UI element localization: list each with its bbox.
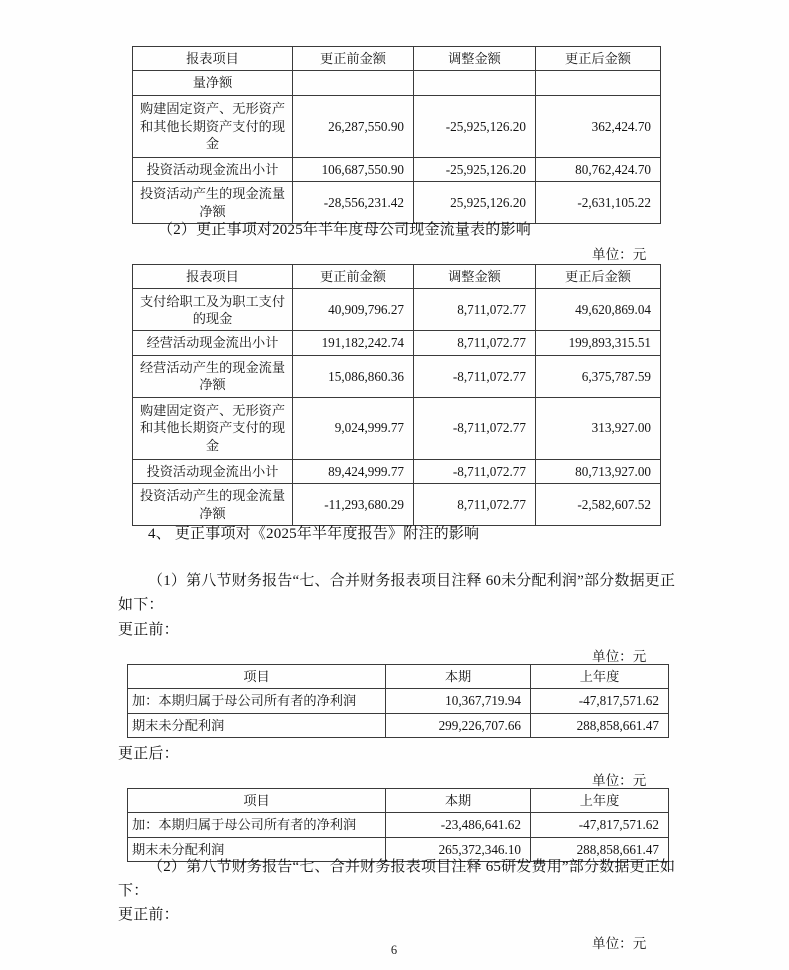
unit-label-table4: 单位：元 [592,773,647,788]
cell-adjust: -25,925,126.20 [414,95,536,157]
cell-before: -11,293,680.29 [293,484,414,526]
table-retained-earnings-before [127,664,669,738]
unit-label-table3: 单位：元 [592,649,647,664]
cell-before: 191,182,242.74 [293,331,414,355]
cell-before: 89,424,999.77 [293,459,414,483]
section-heading-4: 4、 更正事项对《2025年半年度报告》附注的影响 [148,526,480,542]
cell-after: 80,713,927.00 [536,459,661,483]
table-row [133,71,661,95]
cell-after: -2,631,105.22 [536,182,661,224]
label-after-correction-1: 更正后： [118,746,179,762]
cell-before: -28,556,231.42 [293,182,414,224]
table-row [133,157,661,181]
column-header-current: 本期 [386,665,531,689]
cell-after [536,71,661,95]
column-header-item: 项目 [128,665,386,689]
cell-after: 313,927.00 [536,397,661,459]
table-header-row [133,265,661,289]
cell-before [293,71,414,95]
table-retained-earnings-after [127,788,669,862]
cell-current: -23,486,641.62 [386,813,531,837]
cell-adjust: 8,711,072.77 [414,289,536,331]
cell-item: 期末未分配利润 [128,713,386,737]
table-row [133,397,661,459]
cell-before: 40,909,796.27 [293,289,414,331]
cell-prior: 288,858,661.47 [531,837,669,861]
table-row [128,713,669,737]
table-row [128,689,669,713]
cell-item: 支付给职工及为职工支付的现金 [133,289,293,331]
table-header-row [133,47,661,71]
cell-item: 经营活动现金流出小计 [133,331,293,355]
cell-before: 9,024,999.77 [293,397,414,459]
cell-after: 199,893,315.51 [536,331,661,355]
cell-after: 6,375,787.59 [536,355,661,397]
section-heading-2: （2）更正事项对2025年半年度母公司现金流量表的影响 [158,222,531,238]
cell-after: -2,582,607.52 [536,484,661,526]
cell-after: 362,424.70 [536,95,661,157]
cell-current: 265,372,346.10 [386,837,531,861]
column-header-adjust: 调整金额 [414,47,536,71]
table-parent-cashflow [132,264,661,526]
section-paragraph-4-2: （2）第八节财务报告“七、合并财务报表项目注释 65研发费用”部分数据更正如下： [118,859,676,900]
table-consolidated-cashflow-cont [132,46,661,224]
cell-item: 量净额 [133,71,293,95]
cell-adjust: -25,925,126.20 [414,157,536,181]
table-row [133,95,661,157]
cell-prior: -47,817,571.62 [531,689,669,713]
column-header-item: 报表项目 [133,265,293,289]
cell-current: 299,226,707.66 [386,713,531,737]
cell-current: 10,367,719.94 [386,689,531,713]
cell-adjust: 8,711,072.77 [414,484,536,526]
cell-item: 购建固定资产、无形资产和其他长期资产支付的现金 [133,95,293,157]
cell-before: 106,687,550.90 [293,157,414,181]
cell-adjust: -8,711,072.77 [414,397,536,459]
cell-item: 投资活动现金流出小计 [133,157,293,181]
cell-adjust: -8,711,072.77 [414,459,536,483]
table-header-row [128,789,669,813]
section-paragraph-4-1: （1）第八节财务报告“七、合并财务报表项目注释 60未分配利润”部分数据更正如下： [118,573,676,614]
cell-before: 26,287,550.90 [293,95,414,157]
cell-adjust: -8,711,072.77 [414,355,536,397]
table-row [133,289,661,331]
cell-item: 购建固定资产、无形资产和其他长期资产支付的现金 [133,397,293,459]
cell-item: 加：本期归属于母公司所有者的净利润 [128,689,386,713]
unit-label-table2: 单位：元 [592,247,647,262]
cell-item: 投资活动产生的现金流量净额 [133,484,293,526]
column-header-before: 更正前金额 [293,47,414,71]
table-header-row [128,665,669,689]
table-row [133,484,661,526]
cell-item: 经营活动产生的现金流量净额 [133,355,293,397]
cell-prior: 288,858,661.47 [531,713,669,737]
column-header-item: 报表项目 [133,47,293,71]
column-header-before: 更正前金额 [293,265,414,289]
cell-adjust: 8,711,072.77 [414,331,536,355]
cell-adjust [414,71,536,95]
cell-item: 期末未分配利润 [128,837,386,861]
cell-after: 49,620,869.04 [536,289,661,331]
table-row [133,355,661,397]
cell-prior: -47,817,571.62 [531,813,669,837]
cell-before: 15,086,860.36 [293,355,414,397]
label-before-correction-1: 更正前： [118,622,179,638]
cell-item: 投资活动现金流出小计 [133,459,293,483]
column-header-adjust: 调整金额 [414,265,536,289]
cell-item: 投资活动产生的现金流量净额 [133,182,293,224]
column-header-after: 更正后金额 [536,47,661,71]
table-row [133,331,661,355]
label-before-correction-2: 更正前： [118,907,179,923]
cell-adjust: 25,925,126.20 [414,182,536,224]
page-number: 6 [390,943,398,957]
column-header-item: 项目 [128,789,386,813]
column-header-current: 本期 [386,789,531,813]
unit-label-bottom: 单位：元 [592,936,647,951]
column-header-prior: 上年度 [531,789,669,813]
column-header-prior: 上年度 [531,665,669,689]
cell-item: 加：本期归属于母公司所有者的净利润 [128,813,386,837]
column-header-after: 更正后金额 [536,265,661,289]
table-row [133,459,661,483]
table-row [128,813,669,837]
cell-after: 80,762,424.70 [536,157,661,181]
